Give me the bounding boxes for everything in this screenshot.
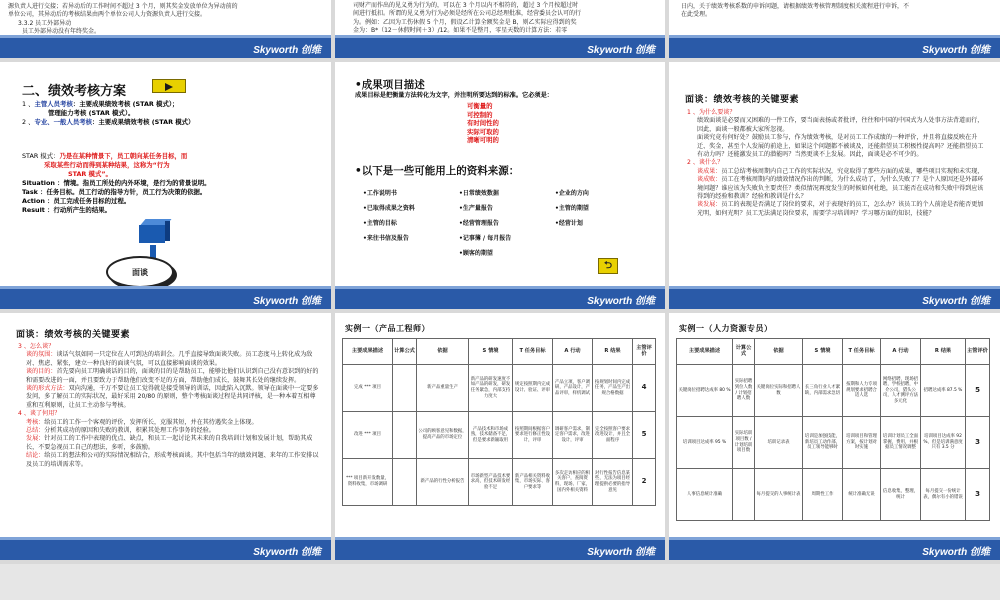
- slide-1[interactable]: [0, 0, 331, 58]
- column-header: S 情境: [469, 339, 513, 365]
- table-row: [343, 459, 656, 506]
- score-cell: 5: [633, 412, 656, 459]
- table-cell: 新产品的行性分析报告: [417, 459, 469, 506]
- star-result: Result ：行动所产生的结果。: [22, 206, 111, 214]
- item1-sub: 管理能力考核 (STAR 模式）。: [48, 109, 135, 117]
- table-cell: 市场新型产品技术要求高，但技术研发经验不足: [469, 459, 513, 506]
- table-cell: 规定按照期内完成设计、验证、评审: [513, 365, 553, 412]
- table-cell: 培训记录表: [755, 417, 803, 469]
- table-cell: 多次走访相应的相关客户，查阅资料，现场、厂家，国内外相关资料: [553, 459, 593, 506]
- brand-logo: Skyworth 创维: [253, 45, 321, 56]
- item1-label: 主管人员考核: [34, 100, 73, 108]
- point: [18, 435, 319, 452]
- table-cell: 新产品相关资料收集，市场实际、客户要求等: [513, 459, 553, 506]
- point-key: 结论：: [26, 452, 45, 460]
- source-item: [555, 248, 651, 257]
- table-cell: 信息收集，整理，统计: [881, 469, 921, 521]
- column-header: 主要成果描述: [677, 339, 733, 365]
- column-header: 依据: [417, 339, 469, 365]
- slide-5[interactable]: [335, 62, 665, 309]
- source-item: •主管的期望: [555, 205, 589, 212]
- column-header: 主要成果描述: [343, 339, 393, 365]
- point-key: 考核：: [26, 418, 45, 426]
- table-cell: 关键岗位实际和招聘人数: [755, 365, 803, 417]
- criterion: 清晰可明的: [467, 136, 499, 145]
- table-cell: 产品立项，客户调研，产品设计，产品评审，样机调试: [553, 365, 593, 412]
- point-text: 给员工的想法和公司的实际情况相结合，形成考核面谈。其中包括当年的绩效问题、来年的工作安排以及员工的培训需求等。: [26, 452, 319, 468]
- point-text: 分析其成功的原因和失败的教训，积累其处理工作事务的经验。: [44, 427, 215, 435]
- criterion: 有时间性的: [467, 119, 499, 128]
- table-cell: 按期和人力专项规划要求招聘合适人选: [843, 365, 881, 417]
- table-cell: [393, 365, 417, 412]
- table-cell: 新产品的研发速度不如产品的研发，研发任务紧急，内部支持力度大: [469, 365, 513, 412]
- results-description: 成果目标是把衡量方法转化为文字，并注明所要达到的标准。它必须是：: [355, 92, 553, 99]
- slide-footer: [669, 289, 1000, 309]
- item1-prefix: 1 、: [22, 100, 35, 108]
- point: [18, 452, 319, 469]
- point: [18, 351, 319, 368]
- criterion: 可控制的: [467, 110, 493, 119]
- table-cell: 培训项目和管理方案，按计划对时实施: [843, 417, 881, 469]
- question-why: 1 、为什么要谈？: [687, 109, 736, 116]
- question-how: 3 、怎么谈？: [18, 343, 55, 350]
- column-header: 主管评价: [633, 339, 656, 365]
- table-cell: [393, 459, 417, 506]
- slide3-body: [681, 3, 988, 20]
- table-cell: 长三角行业人才紧缺，内部需求急切: [803, 365, 843, 417]
- brand-logo: Skyworth 创维: [922, 45, 990, 56]
- question-use: 4 、谈了何用？: [18, 410, 61, 418]
- assessment-item-1: [22, 100, 321, 109]
- slide6-body: [687, 109, 988, 218]
- source-item: [363, 248, 459, 257]
- column-header: 计算公式: [393, 339, 417, 365]
- sources-grid: [363, 188, 651, 257]
- table-cell: 培训计划员工全面掌握，费用，并根据员工情况调整: [881, 417, 921, 469]
- table-cell: 统计准确无误: [843, 469, 881, 521]
- slide-2[interactable]: [335, 0, 665, 58]
- table-cell: 网络招聘，现场招聘，学校招聘，中介公司，猎头公司，人才测评方法多元化: [881, 365, 921, 417]
- table-cell: 按规划时间内完成任务，产品生产出规合格数据: [593, 365, 633, 412]
- table-cell: 改进 *** 项目: [343, 412, 393, 459]
- item1-text: ：主要成果绩效考核 (STAR 模式）；: [72, 100, 179, 108]
- star-situation: Situation ：情境。指员工所处的内外环境，是行为的背景说明。: [22, 179, 211, 187]
- table-cell: 完全按照客户要求改进设计，并且全面程序: [593, 412, 633, 459]
- table-cell: 实际招聘到位人数 / 计划招聘人数: [733, 365, 755, 417]
- table-cell: [733, 469, 755, 521]
- slide-9[interactable]: [669, 313, 1000, 560]
- return-icon[interactable]: ⮌: [598, 258, 618, 274]
- slide2-line-3: 为。例如：乙因为工伤休假 5 个月，假设乙计算全额奖金是 B，则乙实际应得到的奖: [353, 18, 577, 26]
- brand-logo: Skyworth 创维: [587, 547, 655, 558]
- table-cell: 培训项目达成率 92 %，但是培训满意度只有 3.5 分: [921, 417, 966, 469]
- table-cell: 招聘达成率 87.5 %: [921, 365, 966, 417]
- sources-heading: •以下是一些可能用上的资料来源：: [355, 165, 520, 177]
- slide2-line-2: 间进行抵扣。所谓的见义勇为行为必须是经所在公司总经理批准，经营委员会认可的行: [353, 10, 582, 18]
- point-text: 双向沟通，千万不要让员工觉得就是接受领导的训话，因此陷入沉默。领导在面谈中一定要多发问，多了解员工的实际状况，最好采用 20/80 的原则，整个考核面谈过程是共同评核，是一种本着互相尊重和互利原则，让员工主动参与考核。: [26, 385, 319, 409]
- slide1-line-2: 单位公司，其异动后的考核结果由两个单位公司人力资源负责人进行交接。: [8, 11, 207, 19]
- item2-label: 专业、一般人员考核: [34, 118, 93, 126]
- slide7-title: 面谈：绩效考核的关键要素: [16, 330, 131, 340]
- column-header: A 行动: [553, 339, 593, 365]
- table-cell: 调研客户需求，制定客户需求，改进设计，评审: [553, 412, 593, 459]
- source-item: •生产量报告: [459, 205, 493, 212]
- point-key: 谈的形式方法：: [26, 385, 69, 393]
- criterion: 实际可取的: [467, 127, 499, 136]
- source-item: •工作说明书: [363, 190, 397, 197]
- table-cell: 实际培训项目数 / 计划培训项目数: [733, 417, 755, 469]
- source-item: •已取得成果之资料: [363, 205, 415, 212]
- table-cell: [393, 412, 417, 459]
- table-cell: 每月提交的人事统计表: [755, 469, 803, 521]
- table-cell: 公司的顾客意见和数据，提高产品的市场定位: [417, 412, 469, 459]
- slide3-line-2: 在此受理。: [681, 11, 712, 19]
- slide-footer: [0, 540, 331, 560]
- column-header: R 结果: [593, 339, 633, 365]
- interview-oval-button[interactable]: 面谈: [106, 256, 174, 288]
- slide2-line-1: 司财产而作出的见义勇为行为的，可以在 3 个月以内不相符的，超过 3 个月按超过时: [353, 2, 579, 9]
- slide-footer: [335, 38, 665, 58]
- table-cell: 对行性报告信息某些，无法为项目经理提供必要的指导意见: [593, 459, 633, 506]
- table-cell: 关键岗位招聘达成率 80 %: [677, 365, 733, 417]
- item2-prefix: 2 、: [22, 118, 35, 126]
- score-cell: 3: [966, 469, 990, 521]
- brand-logo: Skyworth 创维: [922, 296, 990, 307]
- table-cell: 每月提交一份统计表，偶尔有小的错误: [921, 469, 966, 521]
- play-button[interactable]: [152, 79, 186, 93]
- slide-4[interactable]: [0, 62, 331, 309]
- point-text: 员工总结考核周期内自己工作的实际状况，究竟取得了那些方面的成果，哪些项目实现和未实现，: [721, 167, 984, 175]
- table-cell: 培训是加强技能，新培员工动作部，员工领导能够时: [803, 417, 843, 469]
- source-item: [555, 233, 651, 242]
- source-item: •企业的方向: [555, 190, 589, 197]
- brand-logo: Skyworth 创维: [253, 296, 321, 307]
- cube-icon: [135, 219, 171, 245]
- point-text: 谈话气氛如同一只定位在人可到达的培训会。几乎直接导致面谈失败。员工态度马上转化成为敌对、焦虑、紧张，建立一种良好的面谈气氛，可以直接影响面谈的效果。: [26, 351, 313, 367]
- source-item: •主管的目标: [363, 220, 397, 227]
- results-heading: •成果项目描述: [355, 79, 425, 91]
- source-item: •顾客的期望: [459, 250, 493, 257]
- point: [18, 419, 319, 427]
- star-action: Action ：员工完成任务目标的过程。: [22, 197, 131, 205]
- table-row: [343, 412, 656, 459]
- column-header: A 行动: [881, 339, 921, 365]
- table-row: [677, 417, 990, 469]
- point-key: 谈成果：: [697, 167, 722, 175]
- point: [18, 385, 319, 410]
- point-text: 员工在考核周期内的绩效情况作出的判断，为什么成功了，为什么失败了？是个人原因还是外部环境问题？谁应该为失败负主要责任？类似情况再度发生的时候如何杜绝，员工能否在成功和失败中得到应该得到的经验和教训？经验和教训是什么？: [697, 176, 984, 201]
- column-header: S 情境: [803, 339, 843, 365]
- column-header: T 任务目标: [513, 339, 553, 365]
- slide1-line-4: 员工外部异动没有年终奖金。: [22, 28, 101, 36]
- slide1-body: [8, 3, 323, 37]
- star-model: [22, 152, 321, 215]
- table-cell: *** 项目新开发数量，资料收集，市场调研: [343, 459, 393, 506]
- paragraph: 绩效面谈是必要而又困难的一件工作，要当面表扬或者批评，往往和中国的中国式为人处事方法背道而行，因此，面谈一般都被大家所忽视。: [697, 117, 984, 133]
- score-cell: 5: [966, 365, 990, 417]
- star-task: Task ：任务目标。员工行动的指导方针，员工行为决策的依据。: [22, 188, 207, 196]
- slide4-title: 二、绩效考核方案: [22, 84, 127, 99]
- slide2-line-4: 金为：B*（12－休假时间＋3）/12。如果不是整月，零星天数的计算方法：若零: [353, 27, 568, 35]
- brand-logo: Skyworth 创维: [922, 547, 990, 558]
- slide-footer: [335, 289, 665, 309]
- point: [687, 201, 988, 218]
- column-header: 主管评价: [966, 339, 990, 365]
- engineer-performance-table: [342, 338, 656, 506]
- point: [687, 168, 988, 176]
- star-def-2: 采取某些行动而得到某种结果，这称为“行为: [44, 161, 170, 169]
- column-header: T 任务目标: [843, 339, 881, 365]
- slide9-title: 实例一（人力资源专员）: [679, 324, 773, 333]
- question-what: 2 、谈什么？: [687, 159, 724, 167]
- column-header: 计算公式: [733, 339, 755, 365]
- source-item: •记事簿 / 每月报告: [459, 235, 512, 242]
- point-key: 发展：: [26, 435, 45, 443]
- hr-performance-table: [676, 338, 990, 521]
- table-cell: 新产品重量生产: [417, 365, 469, 412]
- table-row: [677, 469, 990, 521]
- slide8-title: 实例一（产品工程师）: [345, 324, 430, 333]
- point-text: 员工的表现是否满足了岗位的要求，对于表现好的员工，怎么办？该员工的个人前途是否能否更加光明，如何光明？员工无法满足岗位要求，需要学习培训吗？学习哪方面的知识，技能？: [697, 201, 984, 217]
- point-key: 谈成败：: [697, 176, 722, 184]
- slide-7[interactable]: [0, 313, 331, 560]
- score-cell: 3: [966, 417, 990, 469]
- brand-logo: Skyworth 创维: [253, 547, 321, 558]
- slide-3[interactable]: [669, 0, 1000, 58]
- point-text: 首先要向员工明确谈话的目的，面谈的目的是帮助员工，能够比他们认识到自己没有意识到的好的和需要改进的一面，并且要致力于帮助他们改变不足的方面，帮助他们成长，鼓舞其长处的继续发挥。: [26, 368, 319, 384]
- table-row: [343, 365, 656, 412]
- slide6-title: 面谈：绩效考核的关键要素: [685, 95, 800, 105]
- table-cell: 人事信息统计准确: [677, 469, 733, 521]
- item2-text: ：主要成果绩效考核 (STAR 模式）: [92, 118, 195, 126]
- point: [687, 176, 988, 201]
- paragraph: 面谈究竟有何好处？鼓励员工参与，作为绩效考核，是对员工工作成绩的一种评价，并且将直接反映在升迁、奖金，甚至个人发展的前途上，如果这个问题都不被谈及，还能指望员工积极性提高吗？还能指望员工有动力吗？还能激发员工的潜能吗？当然更谈不上发展。因此，面谈是必不可少的。: [697, 134, 984, 159]
- table-header-row: [343, 339, 656, 365]
- point-key: 总结：: [26, 427, 45, 435]
- slide-footer: [669, 540, 1000, 560]
- source-item: •来往书信及报告: [363, 235, 409, 242]
- slide-8[interactable]: [335, 313, 665, 560]
- source-item: •经营管理报告: [459, 220, 499, 227]
- point-key: 谈发展：: [697, 201, 722, 209]
- slide1-line-1: 源负责人进行交接；若异动后的工作时间不超过 3 个月，则其奖金发放单位为异动前的: [8, 3, 238, 10]
- point-text: 针对员工的工作中表现的优点、缺点，和员工一起讨论其未来的自我培训计划和发展计划，帮助其成长，不要急视员工自己的想法，多听，多鼓励。: [26, 435, 313, 451]
- score-cell: 4: [633, 365, 656, 412]
- slide3-line-1: 日内，关于绩效考核系数的申诉问题，请根据绩效考核管理制度相关流程进行申诉，不: [681, 3, 910, 10]
- slide-6[interactable]: [669, 62, 1000, 309]
- star-def-1: 乃是在某种情景下，员工朝向某任务目标，而: [59, 152, 188, 160]
- table-cell: 产品技术和市场成熟，技术储备不足，但是要求新颖取用: [469, 412, 513, 459]
- empty-area: [0, 564, 1000, 600]
- slide-footer: [335, 540, 665, 560]
- criteria-list: [467, 102, 499, 145]
- criterion: 可衡量的: [467, 102, 493, 110]
- brand-logo: Skyworth 创维: [587, 296, 655, 307]
- table-cell: 周期性工作: [803, 469, 843, 521]
- point: [18, 368, 319, 385]
- assessment-item-2: [22, 118, 321, 127]
- slide1-line-3: 3.3.2 员工外部异动: [18, 19, 72, 27]
- point-text: 给员工的工作一个客观的评价，发挥所长，克服其短，并在其待遇奖金上体现。: [44, 418, 258, 426]
- slide7-body: [18, 343, 319, 469]
- table-cell: 培训项目达成率 95 %: [677, 417, 733, 469]
- table-row: [677, 365, 990, 417]
- source-item: •经营计划: [555, 220, 583, 227]
- slide4-assessment-list: [22, 100, 321, 127]
- source-item: •日常绩效数据: [459, 190, 499, 197]
- point-key: 谈的氛围：: [26, 351, 57, 359]
- slide-footer: [0, 38, 331, 58]
- brand-logo: Skyworth 创维: [587, 45, 655, 56]
- point-key: 谈的目的：: [26, 368, 57, 376]
- star-label: STAR 模式：: [22, 152, 60, 160]
- slide-footer: [669, 38, 1000, 58]
- column-header: 依据: [755, 339, 803, 365]
- slide-footer: [0, 289, 331, 309]
- star-def-3: STAR 模式”。: [68, 170, 112, 178]
- table-header-row: [677, 339, 990, 365]
- column-header: R 结果: [921, 339, 966, 365]
- table-cell: 按照期间根据客户要求进行修正性设计，评审: [513, 412, 553, 459]
- score-cell: 2: [633, 459, 656, 506]
- table-cell: 完成 *** 项目: [343, 365, 393, 412]
